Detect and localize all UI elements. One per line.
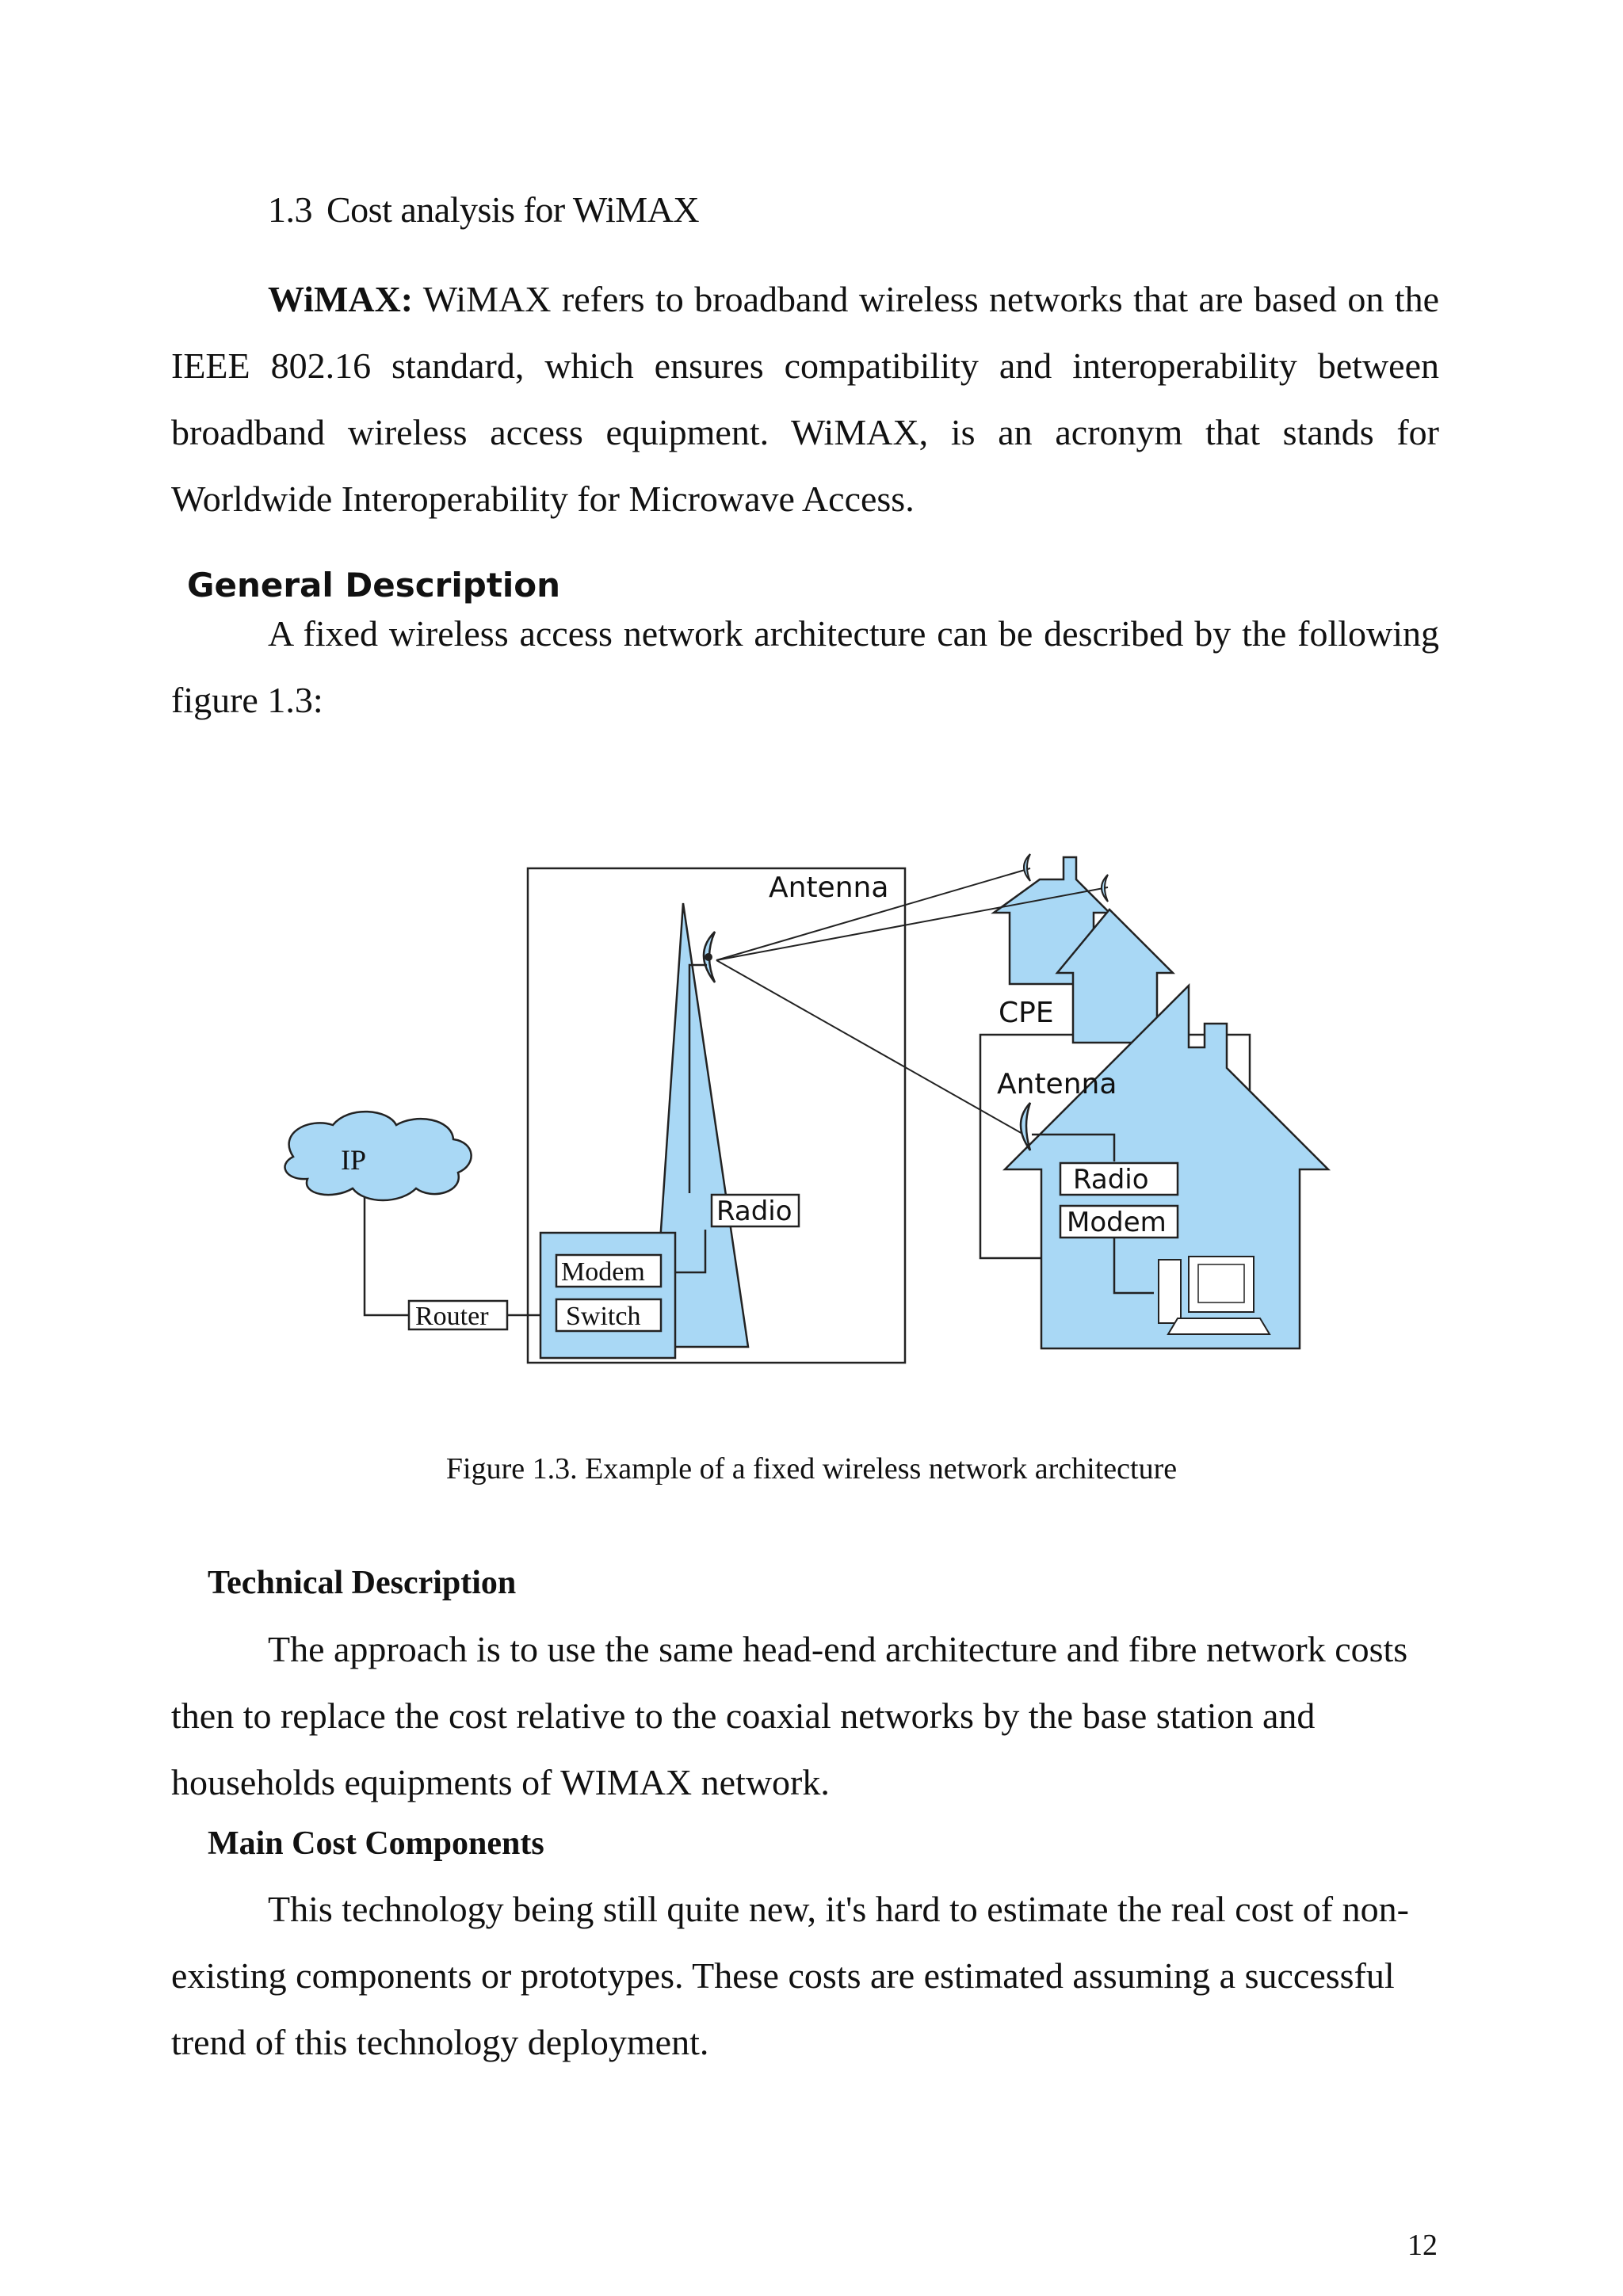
general-description-text: A fixed wireless access network architecture can be described by the following figure 1.3: <box>171 613 1439 720</box>
intro-paragraph <box>171 266 1439 532</box>
technical-description-heading: Technical Description <box>208 1565 517 1601</box>
label-switch: Switch <box>566 1302 641 1331</box>
general-description-heading: General Description <box>187 566 561 605</box>
house-1-dish <box>1024 854 1030 881</box>
main-cost-components-heading: Main Cost Components <box>208 1825 544 1862</box>
label-cpe: CPE <box>999 997 1054 1029</box>
intro-text: WiMAX refers to broadband wireless networks that are based on the IEEE 802.16 standard, which ensures compatibility and interoperability between broadband wireless access equipment. WiMAX, is an acronym that stands for Worldwide Interoperability for Microwave Access. <box>171 279 1439 519</box>
main-cost-components-text: This technology being still quite new, it's hard to estimate the real cost of non-existing components or prototypes. These costs are estimated assuming a successful trend of this technology deployment. <box>171 1889 1409 2062</box>
ip-cloud <box>285 1112 472 1200</box>
general-description-paragraph <box>171 601 1439 734</box>
figure-caption: Figure 1.3. Example of a fixed wireless network architecture <box>445 1452 1178 1486</box>
section-title-text: Cost analysis for WiMAX <box>327 189 700 230</box>
label-router: Router <box>415 1302 489 1331</box>
main-cost-components-paragraph <box>171 1876 1439 2076</box>
pc-tower <box>1159 1260 1181 1323</box>
page-number: 12 <box>1407 2229 1438 2262</box>
wimax-term: WiMAX: <box>268 279 414 319</box>
technical-description-text: The approach is to use the same head-end architecture and fibre network costs then to replace the cost relative to the coaxial networks by the base station and households equipments of WIMAX network. <box>171 1629 1408 1802</box>
wire-ip-router <box>365 1196 409 1315</box>
label-radio-bs: Radio <box>716 1196 792 1227</box>
technical-description-paragraph <box>171 1616 1439 1816</box>
label-antenna-bs: Antenna <box>769 871 889 904</box>
label-modem-bs: Modem <box>561 1257 645 1287</box>
label-modem-cpe: Modem <box>1067 1207 1167 1238</box>
label-ip: IP <box>341 1144 367 1176</box>
section-number: 1.3 <box>268 189 312 230</box>
label-antenna-cpe: Antenna <box>997 1068 1117 1100</box>
antenna-cpe-dish <box>1021 1103 1030 1150</box>
section-title <box>268 189 699 231</box>
label-radio-cpe: Radio <box>1073 1164 1149 1196</box>
bs-equipment-box <box>540 1233 675 1358</box>
pc-keyboard <box>1168 1318 1270 1334</box>
network-architecture-figure <box>246 792 1339 1394</box>
